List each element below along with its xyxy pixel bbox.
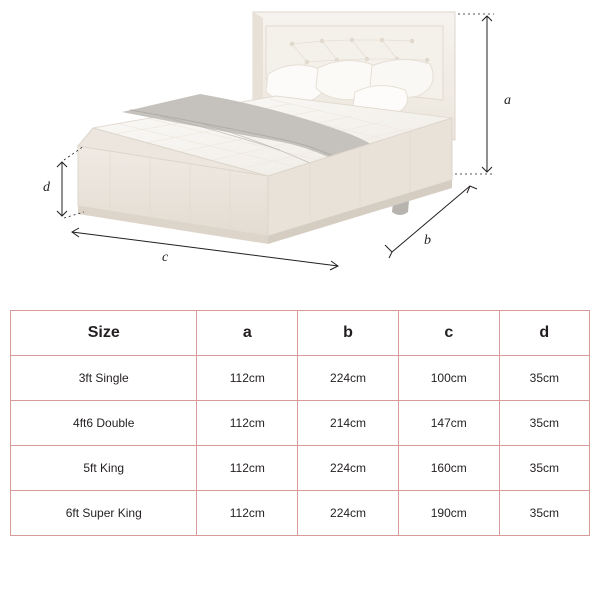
column-header-b: b	[298, 311, 399, 356]
table-row	[11, 446, 590, 491]
cell-a: 112cm	[197, 356, 298, 401]
dimension-label-b: b	[424, 233, 431, 248]
table-row	[11, 491, 590, 536]
cell-a: 112cm	[197, 446, 298, 491]
cell-size: 4ft6 Double	[11, 401, 197, 446]
cell-b: 224cm	[298, 491, 399, 536]
cell-size: 6ft Super King	[11, 491, 197, 536]
table-header-row	[11, 311, 590, 356]
table-row	[11, 401, 590, 446]
size-table	[10, 310, 590, 536]
cell-d: 35cm	[499, 446, 589, 491]
dimension-label-c: c	[162, 250, 169, 265]
cell-b: 224cm	[298, 446, 399, 491]
column-header-d: d	[499, 311, 589, 356]
cell-d: 35cm	[499, 491, 589, 536]
cell-size: 3ft Single	[11, 356, 197, 401]
column-header-size: Size	[11, 311, 197, 356]
cell-d: 35cm	[499, 401, 589, 446]
dimension-label-d: d	[43, 180, 50, 195]
dimension-label-a: a	[504, 93, 511, 108]
cell-c: 160cm	[398, 446, 499, 491]
cell-c: 100cm	[398, 356, 499, 401]
bed-drawing	[0, 0, 602, 300]
cell-size: 5ft King	[11, 446, 197, 491]
column-header-c: c	[398, 311, 499, 356]
cell-a: 112cm	[197, 491, 298, 536]
column-header-a: a	[197, 311, 298, 356]
cell-d: 35cm	[499, 356, 589, 401]
bed-illustration	[0, 0, 602, 300]
cell-c: 190cm	[398, 491, 499, 536]
cell-b: 224cm	[298, 356, 399, 401]
cell-c: 147cm	[398, 401, 499, 446]
cell-b: 214cm	[298, 401, 399, 446]
cell-a: 112cm	[197, 401, 298, 446]
table-row	[11, 356, 590, 401]
